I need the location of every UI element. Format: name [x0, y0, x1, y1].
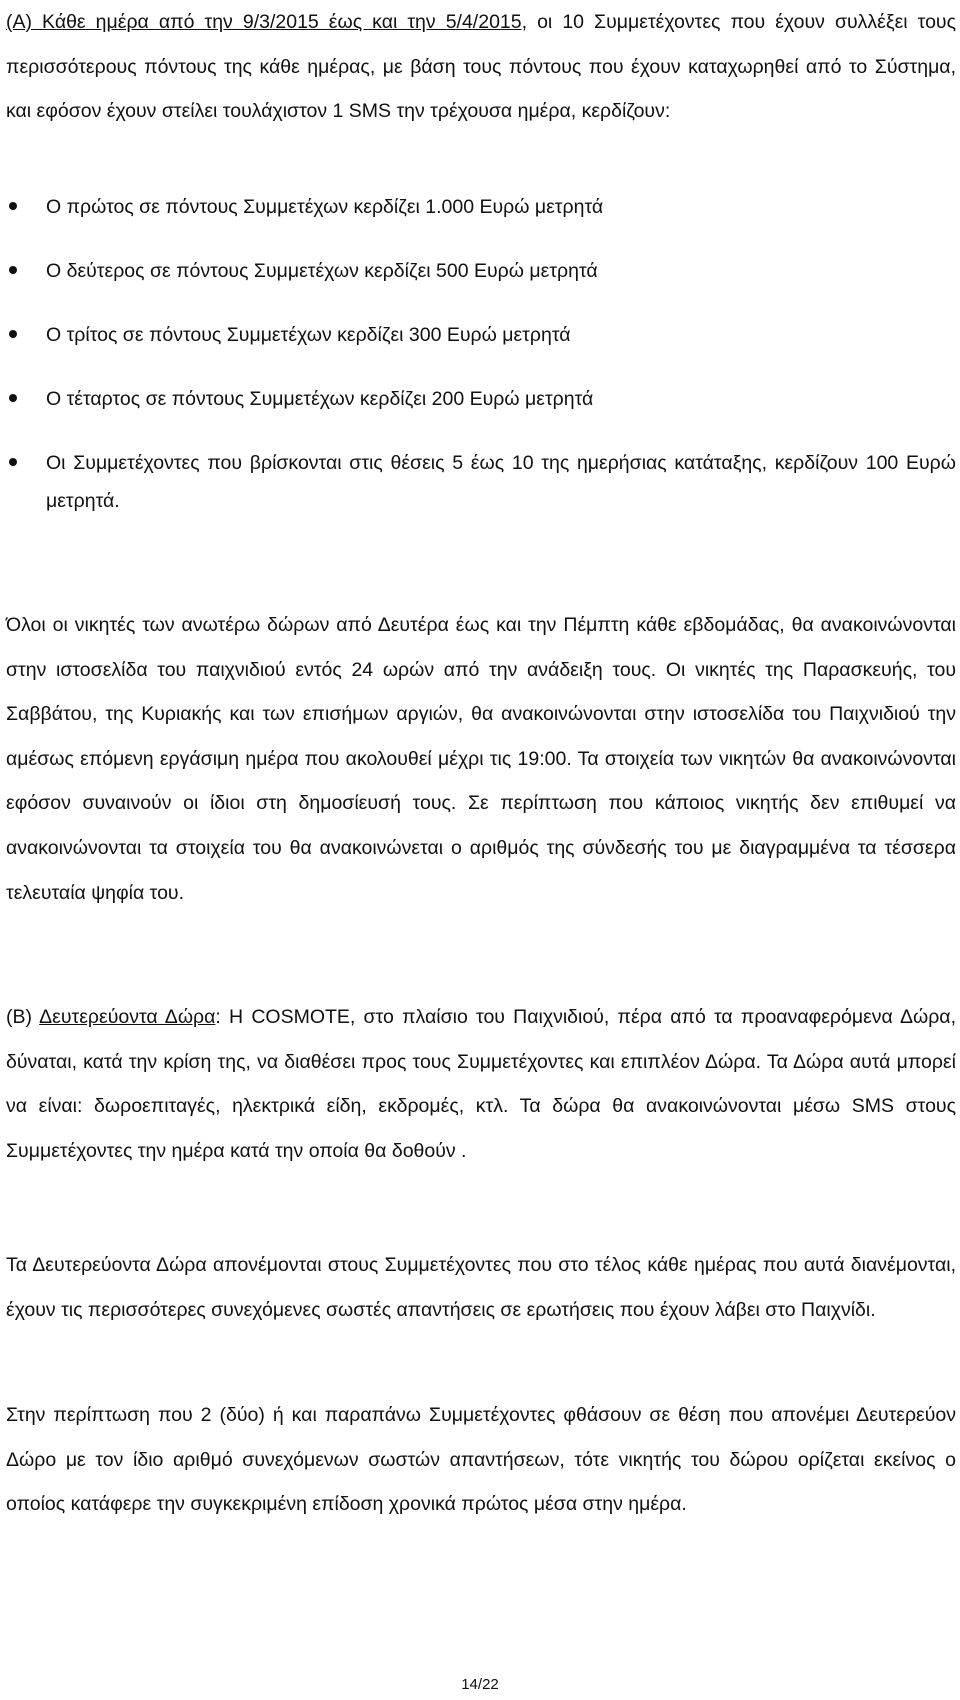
prize-item-5: Οι Συμμετέχοντες που βρίσκονται στις θέσεις 5 έως 10 της ημερήσιας κατάταξης, κερδίζουν 100 Ευρώ μετρητά. [6, 444, 956, 520]
prize-item-2: Ο δεύτερος σε πόντους Συμμετέχων κερδίζει 500 Ευρώ μετρητά [6, 252, 956, 290]
prize-item-3: Ο τρίτος σε πόντους Συμμετέχων κερδίζει 300 Ευρώ μετρητά [6, 316, 956, 354]
tie-break-paragraph: Στην περίπτωση που 2 (δύο) ή και παραπάνω Συμμετέχοντες φθάσουν σε θέση που απονέμει Δευτερεύον Δώρο με τον ίδιο αριθμό συνεχόμενων σωστών απαντήσεων, τότε νικητής του δώρου ορίζεται εκείνος ο οποίος κατάφερε την συγκεκριμένη επίδοση χρονικά πρώτος μέσα στην ημέρα. [6, 1404, 956, 1516]
secondary-prizes-paragraph [6, 995, 956, 1173]
intro-text: οι 10 Συμμετέχοντες που έχουν συλλέξει τους περισσότερους πόντους της κάθε ημέρας, με βάση τους πόντους που έχουν καταχωρηθεί από το Σύστημα, και εφόσον έχουν στείλει τουλάχιστον 1 SMS την τρέχουσα ημέρα, κερδίζουν: [6, 11, 956, 122]
intro-paragraph [6, 0, 956, 134]
secondary-prizes-text: : Η COSMOTE, στο πλαίσιο του Παιχνιδιού, πέρα από τα προαναφερόμενα Δώρα, δύναται, κατά την κρίση της, να διαθέσει προς τους Συμμετέχοντες και επιπλέον Δώρα. Τα Δώρα αυτά μπορεί να είναι: δωροεπιταγές, ηλεκτρικά είδη, εκδρομές, κτλ. Τα δώρα θα ανακοινώνονται μέσω SMS στους Συμμετέχοντες την ημέρα κατά την οποία θα δοθούν . [6, 1006, 956, 1162]
section-b-prefix: (Β) [6, 1006, 40, 1028]
prize-list [6, 188, 956, 520]
secondary-prizes-award-paragraph: Τα Δευτερεύοντα Δώρα απονέμονται στους Συμμετέχοντες που στο τέλος κάθε ημέρας που αυτά διανέμονται, έχουν τις περισσότερες συνεχόμενες σωστές απαντήσεις σε ερωτήσεις που έχουν λάβει στο Παιχνίδι. [6, 1254, 956, 1321]
section-a-label: (Α) Κάθε ημέρα από την 9/3/2015 έως και την 5/4/2015, [6, 11, 528, 33]
winners-announcement-paragraph: Όλοι οι νικητές των ανωτέρω δώρων από Δευτέρα έως και την Πέμπτη κάθε εβδομάδας, θα ανακοινώνονται στην ιστοσελίδα του παιχνιδιού εντός 24 ωρών από την ανάδειξη τους. Οι νικητές της Παρασκευής, του Σαββάτου, της Κυριακής και των επισήμων αργιών, θα ανακοινώνονται στην ιστοσελίδα του Παιχνιδιού την αμέσως επόμενη εργάσιμη ημέρα που ακολουθεί μέχρι τις 19:00. Τα στοιχεία των νικητών θα ανακοινώνονται εφόσον συναινούν οι ίδιοι στη δημοσίευσή τους. Σε περίπτωση που κάποιος νικητής δεν επιθυμεί να ανακοινώνονται τα στοιχεία του θα ανακοινώνεται ο αριθμός της σύνδεσής του με διαγραμμένα τα τέσσερα τελευταία ψηφία του. [6, 614, 956, 904]
prize-item-1: Ο πρώτος σε πόντους Συμμετέχων κερδίζει 1.000 Ευρώ μετρητά [6, 188, 956, 226]
prize-item-4: Ο τέταρτος σε πόντους Συμμετέχων κερδίζει 200 Ευρώ μετρητά [6, 380, 956, 418]
secondary-prizes-heading: Δευτερεύοντα Δώρα [39, 1006, 216, 1028]
page-number: 14/22 [461, 1676, 499, 1693]
